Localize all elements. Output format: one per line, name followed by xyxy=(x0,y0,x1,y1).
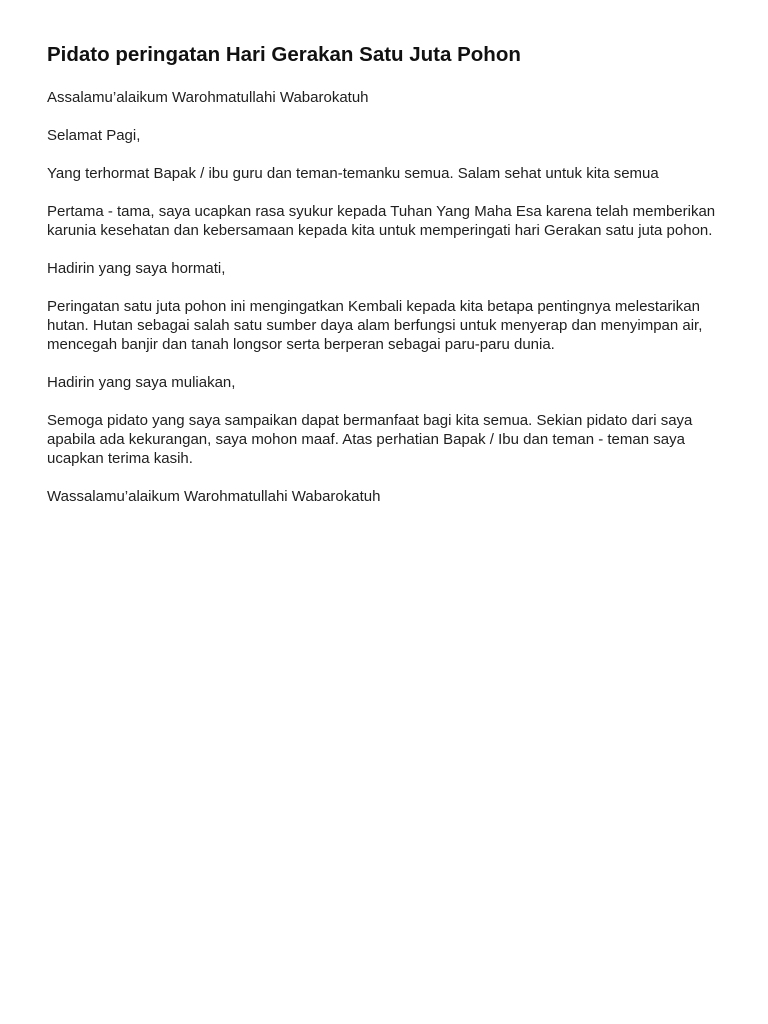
paragraph-gratitude: Pertama - tama, saya ucapkan rasa syukur kepada Tuhan Yang Maha Esa karena telah memberikan karunia kesehatan dan kebersamaan kepada kita untuk memperingati hari Gerakan satu juta pohon. xyxy=(47,203,716,239)
paragraph-morning: Selamat Pagi, xyxy=(47,127,141,144)
paragraph-audience-honored: Hadirin yang saya hormati, xyxy=(47,260,226,277)
paragraph-audience-glorified: Hadirin yang saya muliakan, xyxy=(47,374,236,391)
paragraph-respected: Yang terhormat Bapak / ibu guru dan teman-temanku semua. Salam sehat untuk kita semua xyxy=(47,165,659,182)
paragraph-closing: Semoga pidato yang saya sampaikan dapat bermanfaat bagi kita semua. Sekian pidato dari saya apabila ada kekurangan, saya mohon maaf. Atas perhatian Bapak / Ibu dan teman - teman saya ucapkan terima kasih. xyxy=(47,412,693,467)
paragraph-greeting: Assalamu’alaikum Warohmatullahi Wabarokatuh xyxy=(47,89,369,106)
document-title: Pidato peringatan Hari Gerakan Satu Juta Pohon xyxy=(47,43,521,66)
document-page xyxy=(47,42,737,525)
paragraph-forest: Peringatan satu juta pohon ini mengingatkan Kembali kepada kita betapa pentingnya melestarikan hutan. Hutan sebagai salah satu sumber daya alam berfungsi untuk menyerap dan menyimpan air, mencegah banjir dan tanah longsor serta berperan sebagai paru-paru dunia. xyxy=(47,298,703,353)
paragraph-farewell: Wassalamu’alaikum Warohmatullahi Wabarokatuh xyxy=(47,488,381,505)
